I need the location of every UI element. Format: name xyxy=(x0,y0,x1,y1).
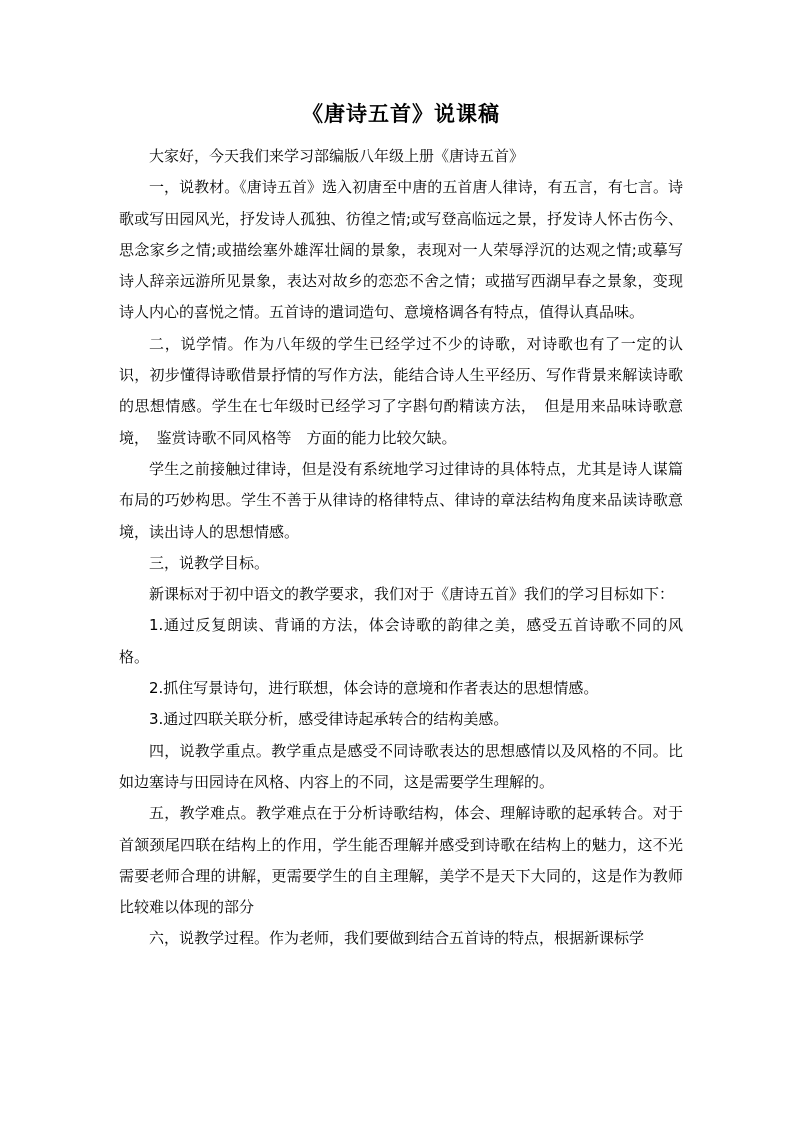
paragraph-goals-heading: 三，说教学目标。 xyxy=(149,553,270,572)
document-page xyxy=(119,96,683,955)
paragraph-key-points: 四，说教学重点。教学重点是感受不同诗歌表达的思想感情以及风格的不同。比如边塞诗与田园诗在风格、内容上的不同，这是需要学生理解的。 xyxy=(119,741,683,791)
paragraph-student-background: 学生之前接触过律诗，但是没有系统地学习过律诗的具体特点，尤其是诗人谋篇布局的巧妙构思。学生不善于从律诗的格律特点、律诗的章法结构角度来品读诗歌意境，读出诗人的思想情感。 xyxy=(119,459,683,541)
paragraph-goal-3: 3.通过四联关联分析，感受律诗起承转合的结构美感。 xyxy=(149,710,509,729)
paragraph-difficulties: 五，教学难点。教学难点在于分析诗歌结构，体会、理解诗歌的起承转合。对于首颔颈尾四联在结构上的作用，学生能否理解并感受到诗歌在结构上的魅力，这不光需要老师合理的讲解，更需要学生的自主理解，美学不是天下大同的，这是作为教师比较难以体现的部分 xyxy=(119,804,683,917)
paragraph-process: 六，说教学过程。作为老师，我们要做到结合五首诗的特点，根据新课标学 xyxy=(149,929,645,948)
paragraph-textbook: 一，说教材。《唐诗五首》选入初唐至中唐的五首唐人律诗，有五言，有七言。诗歌或写田园风光，抒发诗人孤独、彷徨之情;或写登高临远之景，抒发诗人怀古伤今、思念家乡之情;或描绘塞外雄浑壮阔的景象，表现对一人荣辱浮沉的达观之情;或摹写诗人辞亲远游所见景象，表达对故乡的恋恋不舍之情；或描写西湖早春之景象，变现诗人内心的喜悦之情。五首诗的遣词造句、意境格调各有特点，值得认真品味。 xyxy=(119,178,683,322)
paragraph-goal-2: 2.抓住写景诗句，进行联想，体会诗的意境和作者表达的思想情感。 xyxy=(149,679,599,698)
paragraph-goal-1: 1.通过反复朗读、背诵的方法，体会诗歌的韵律之美，感受五首诗歌不同的风格。 xyxy=(119,616,683,666)
document-title: 《唐诗五首》说课稿 xyxy=(302,101,500,126)
paragraph-student-situation: 二，说学情。作为八年级的学生已经学过不少的诗歌，对诗歌也有了一定的认识，初步懂得诗歌借景抒情的写作方法，能结合诗人生平经历、写作背景来解读诗歌的思想情感。学生在七年级时已经学习了字斟句酌精读方法， 但是用来品味诗歌意境， 鉴赏诗歌不同风格等 方面的能力比较欠缺。 xyxy=(119,334,683,447)
paragraph-goals-intro: 新课标对于初中语文的教学要求，我们对于《唐诗五首》我们的学习目标如下： xyxy=(149,585,675,604)
paragraph-greeting: 大家好，今天我们来学习部编版八年级上册《唐诗五首》 xyxy=(149,147,525,165)
